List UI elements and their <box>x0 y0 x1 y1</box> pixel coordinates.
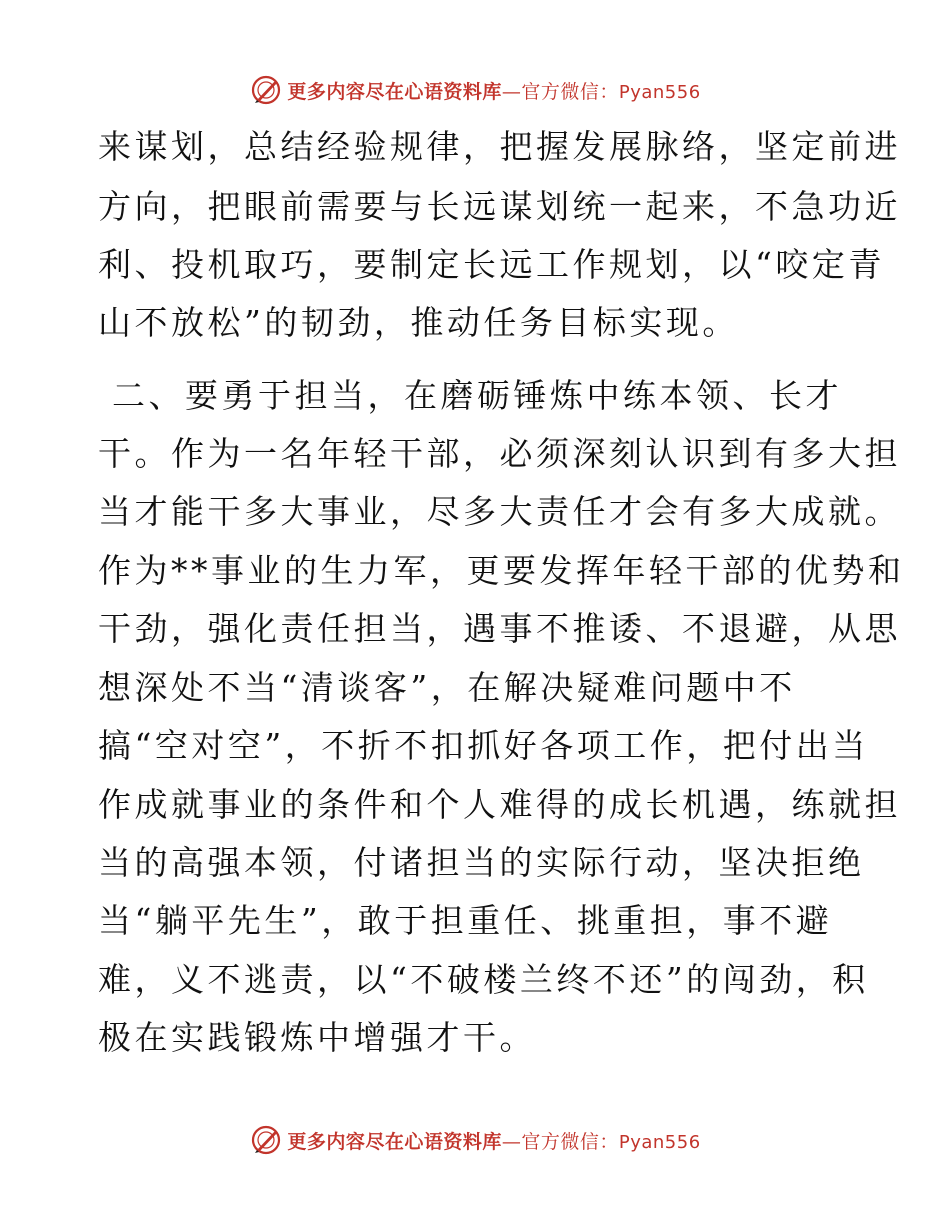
text-line: 来谋划，总结经验规律，把握发展脉络，坚定前进 <box>98 127 901 166</box>
text-line: 干劲，强化责任担当，遇事不推诿、不退避，从思 <box>98 609 901 648</box>
banner-wechat-id: Pyan556 <box>618 81 701 103</box>
text-line: 想深处不当“清谈客”，在解决疑难问题中不 <box>98 668 796 707</box>
header-banner <box>0 70 950 110</box>
pen-logo-icon <box>249 73 283 107</box>
text-line: 当的高强本领，付诸担当的实际行动，坚决拒绝 <box>98 843 865 882</box>
banner-sub-text: 官方微信： <box>521 1130 619 1153</box>
text-line: 利、投机取巧，要制定长远工作规划，以“咬定青 <box>98 245 885 284</box>
banner-wechat-id: Pyan556 <box>618 1131 701 1153</box>
text-line: 作为**事业的生力军，更要发挥年轻干部的优势和 <box>98 551 905 590</box>
text-line: 极在实践锻炼中增强才干。 <box>98 1018 536 1057</box>
banner-dash: — <box>501 1130 522 1153</box>
pen-logo-icon <box>249 1123 283 1157</box>
text-line: 山不放松”的韧劲，推动任务目标实现。 <box>98 303 739 342</box>
banner-main-text: 更多内容尽在心语资料库 <box>287 1130 502 1153</box>
banner-main-text: 更多内容尽在心语资料库 <box>287 80 502 103</box>
text-line: 作成就事业的条件和个人难得的成长机遇，练就担 <box>98 785 901 824</box>
section-heading: 二、要勇于担当，在磨砺锤炼中练本领、长才 <box>98 376 842 415</box>
banner-dash: — <box>501 80 522 103</box>
text-line: 搞“空对空”，不折不扣抓好各项工作，把付出当 <box>98 726 869 765</box>
banner-sub-text: 官方微信： <box>521 80 619 103</box>
text-line: 干。作为一名年轻干部，必须深刻认识到有多大担 <box>98 434 901 473</box>
text-line: 当“躺平先生”，敢于担重任、挑重担，事不避 <box>98 901 833 940</box>
footer-banner <box>0 1120 950 1160</box>
text-line: 方向，把眼前需要与长远谋划统一起来，不急功近 <box>98 187 901 226</box>
text-line: 难，义不逃责，以“不破楼兰终不还”的闯劲，积 <box>98 960 869 999</box>
text-line: 当才能干多大事业，尽多大责任才会有多大成就。 <box>98 492 901 531</box>
